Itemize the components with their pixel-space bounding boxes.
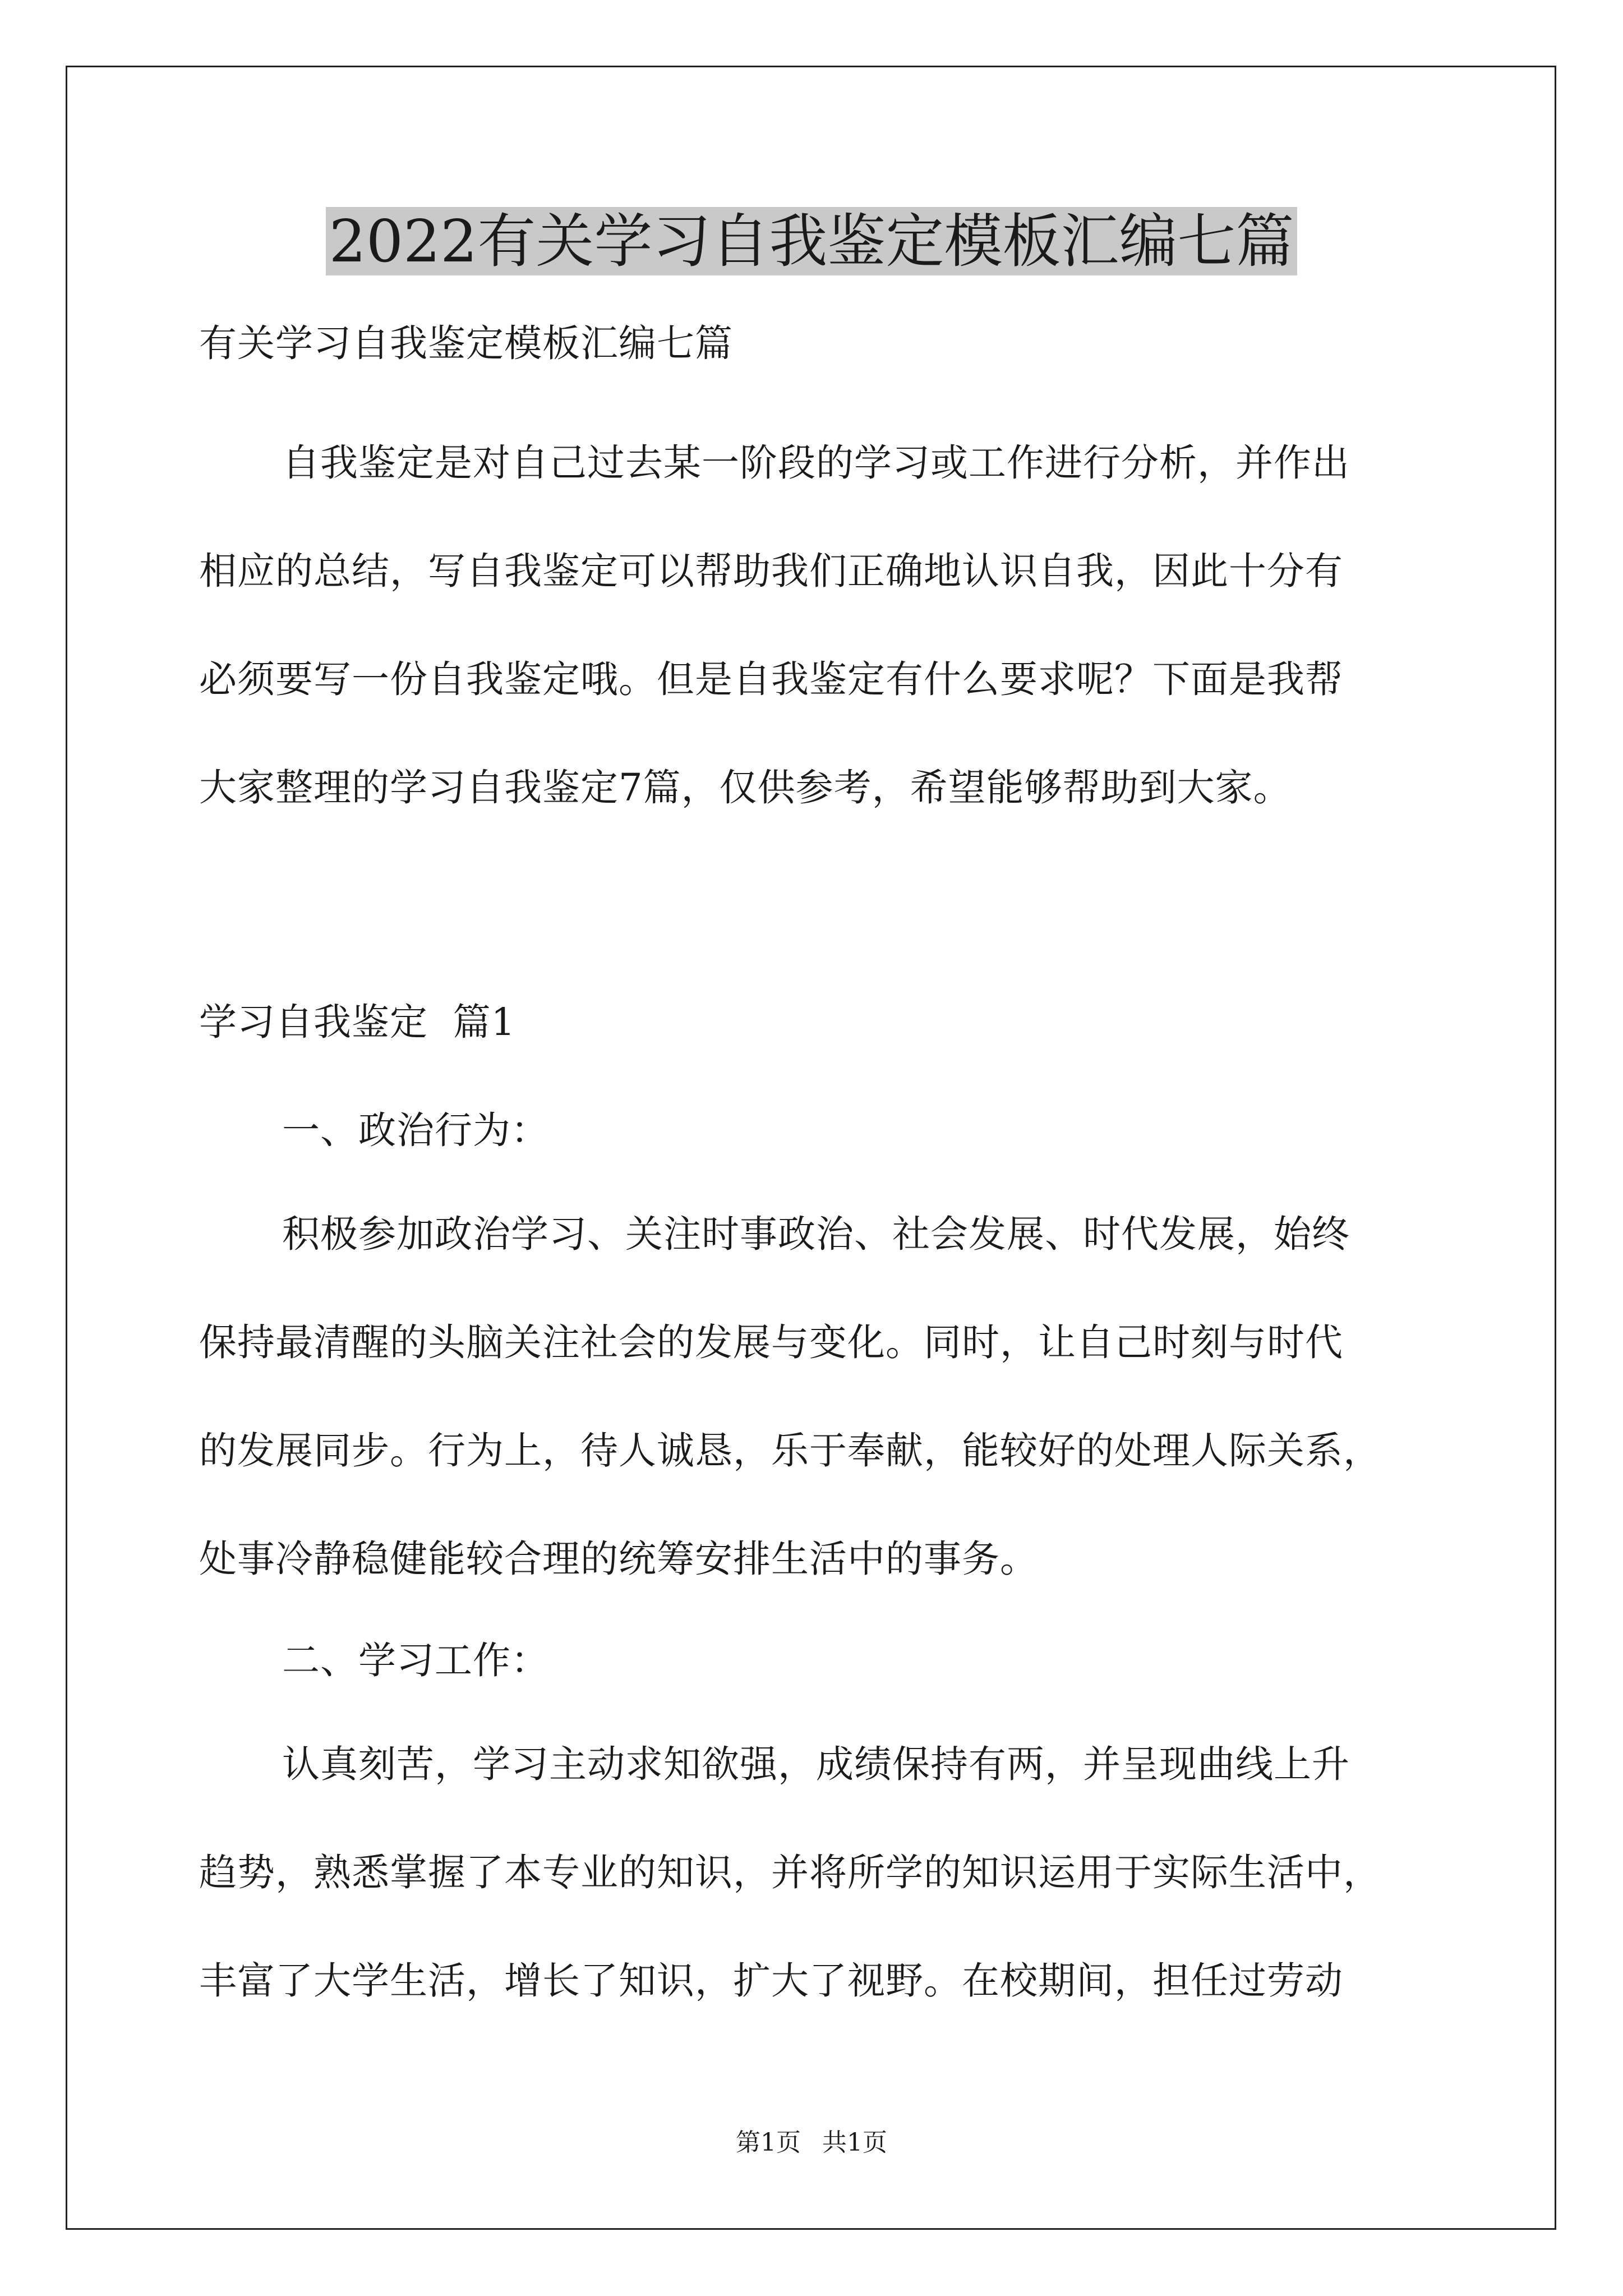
document-title: [0, 199, 1623, 283]
part2-line: 丰富了大学生活，增长了知识，扩大了视野。在校期间，担任过劳动: [199, 1959, 1343, 2003]
section-heading: [199, 994, 1433, 1050]
part2-heading: [199, 1632, 1433, 1688]
intro-line: 相应的总结，写自我鉴定可以帮助我们正确地认识自我，因此十分有: [199, 549, 1343, 593]
page-number: 第1页: [736, 2128, 801, 2157]
intro-line: 自我鉴定是对自己过去某一阶段的学习或工作进行分析，并作出: [282, 441, 1350, 485]
subtitle-line: 有关学习自我鉴定模板汇编七篇: [199, 321, 733, 365]
part1-line: 处事冷静稳健能较合理的统筹安排生活中的事务。: [199, 1537, 1038, 1581]
part1-line: 的发展同步。行为上，待人诚恳，乐于奉献，能较好的处理人际关系，: [199, 1429, 1381, 1473]
part1-line: 积极参加政治学习、关注时事政治、社会发展、时代发展，始终: [282, 1212, 1350, 1256]
part2-line: 认真刻苦，学习主动求知欲强，成绩保持有两，并呈现曲线上升: [282, 1742, 1350, 1786]
part1-paragraph: [199, 1206, 1433, 1587]
part2-line: 趋势，熟悉掌握了本专业的知识，并将所学的知识运用于实际生活中，: [199, 1851, 1381, 1894]
intro-line: 大家整理的学习自我鉴定7篇，仅供参考，希望能够帮助到大家。: [199, 766, 1292, 809]
page-total: 共1页: [822, 2128, 887, 2157]
part1-heading-text: 一、政治行为：: [282, 1108, 549, 1152]
intro-paragraph: [199, 435, 1433, 816]
part2-paragraph: [199, 1736, 1433, 2009]
part1-line: 保持最清醒的头脑关注社会的发展与变化。同时，让自己时刻与时代: [199, 1320, 1343, 1364]
part2-heading-text: 二、学习工作：: [282, 1639, 549, 1682]
subtitle: [199, 315, 1433, 371]
page-footer: [0, 2126, 1623, 2160]
part1-heading: [199, 1102, 1433, 1158]
document-title-text: 2022有关学习自我鉴定模板汇编七篇: [326, 207, 1298, 275]
section-heading-text: 学习自我鉴定 篇1: [199, 1000, 516, 1044]
intro-line: 必须要写一份自我鉴定哦。但是自我鉴定有什么要求呢？下面是我帮: [199, 657, 1343, 701]
